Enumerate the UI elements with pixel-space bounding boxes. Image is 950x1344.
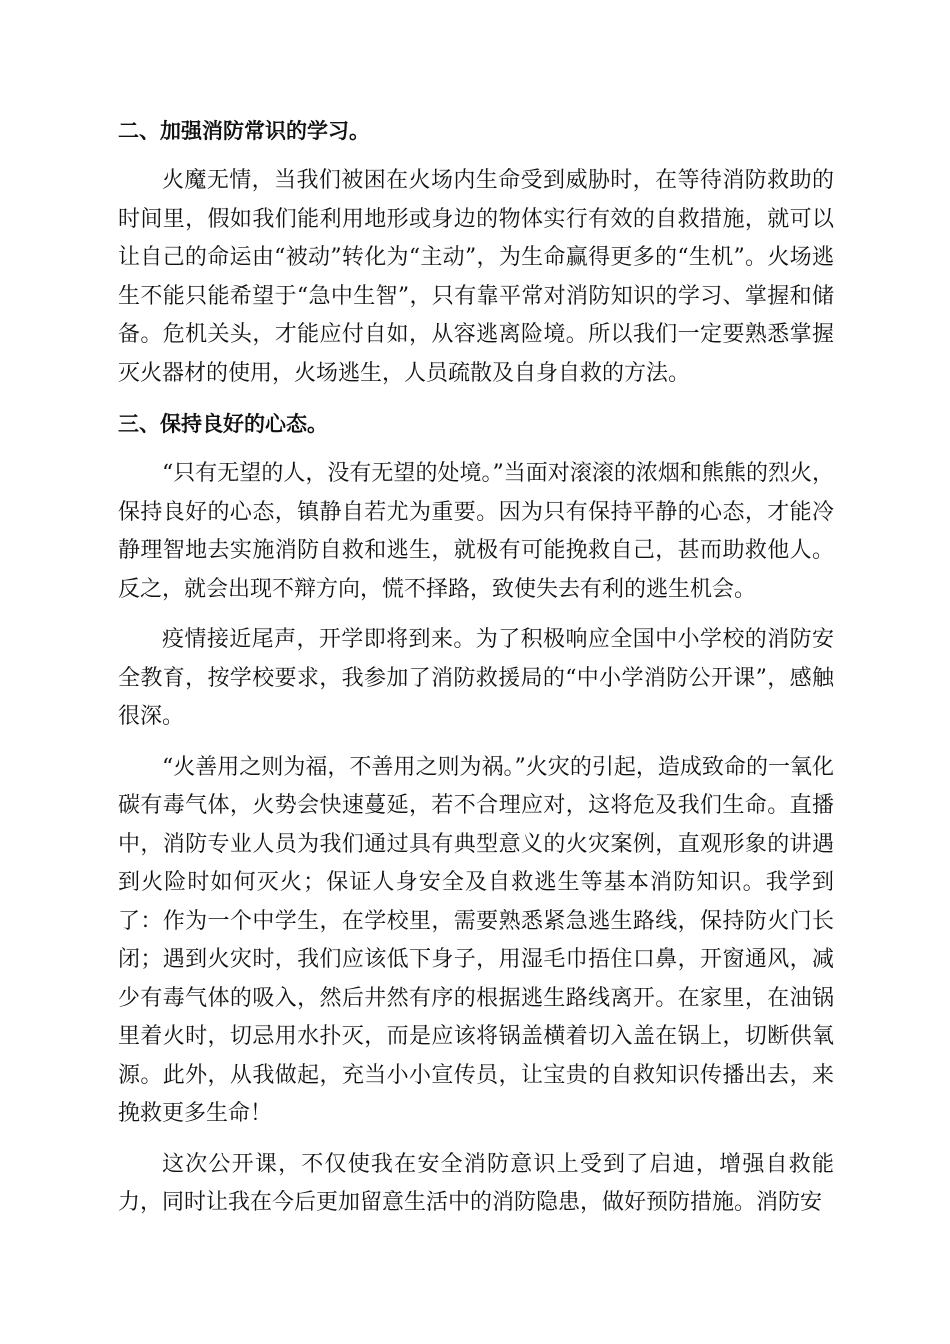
paragraph-open-class-intro: 疫情接近尾声，开学即将到来。为了积极响应全国中小学校的消防安全教育，按学校要求，我参加了消防救援局的“中小学消防公开课”，感触很深。 [118,627,834,729]
paragraph-fire-knowledge: 火魔无情，当我们被困在火场内生命受到威胁时，在等待消防救助的时间里，假如我们能利用地形或身边的物体实行有效的自救措施，就可以让自己的命运由“被动”转化为“主动”，为生命赢得更多的“生机”。火场逃生不能只能希望于“急中生智”，只有靠平常对消防知识的学习、掌握和储备。危机关头，才能应付自如，从容逃离险境。所以我们一定要熟悉掌握灭火器材的使用，火场逃生，人员疏散及自身自救的方法。 [118,168,834,386]
paragraph-conclusion: 这次公开课，不仅使我在安全消防意识上受到了启迪，增强自救能力，同时让我在今后更加留意生活中的消防隐患，做好预防措施。消防安 [118,1151,834,1215]
paragraph-fire-quote: “火善用之则为福，不善用之则为祸。”火灾的引起，造成致命的一氧化碳有毒气体，火势会快速蔓延，若不合理应对，这将危及我们生命。直播中，消防专业人员为我们通过具有典型意义的火灾案例，直观形象的讲遇到火险时如何灭火；保证人身安全及自救逃生等基本消防知识。我学到了：作为一个中学生，在学校里，需要熟悉紧急逃生路线，保持防火门长闭；遇到火灾时，我们应该低下身子，用湿毛巾捂住口鼻，开窗通风，减少有毒气体的吸入，然后井然有序的根据逃生路线离开。在家里，在油锅里着火时，切忌用水扑灭，而是应该将锅盖横着切入盖在锅上，切断供氧源。此外，从我做起，充当小小宣传员，让宝贵的自救知识传播出去，来挽救更多生命！ [118,754,834,1126]
section-heading-3: 三、保持良好的心态。 [118,412,328,436]
section-heading-2: 二、加强消防常识的学习。 [118,119,370,143]
paragraph-good-mindset: “只有无望的人，没有无望的处境。”当面对滚滚的浓烟和熊熊的烈火，保持良好的心态，镇静自若尤为重要。因为只有保持平静的心态，才能冷静理智地去实施消防自救和逃生，就极有可能挽救自己，甚而助救他人。反之，就会出现不辩方向，慌不择路，致使失去有利的逃生机会。 [118,461,834,602]
document-page [118,108,834,1223]
